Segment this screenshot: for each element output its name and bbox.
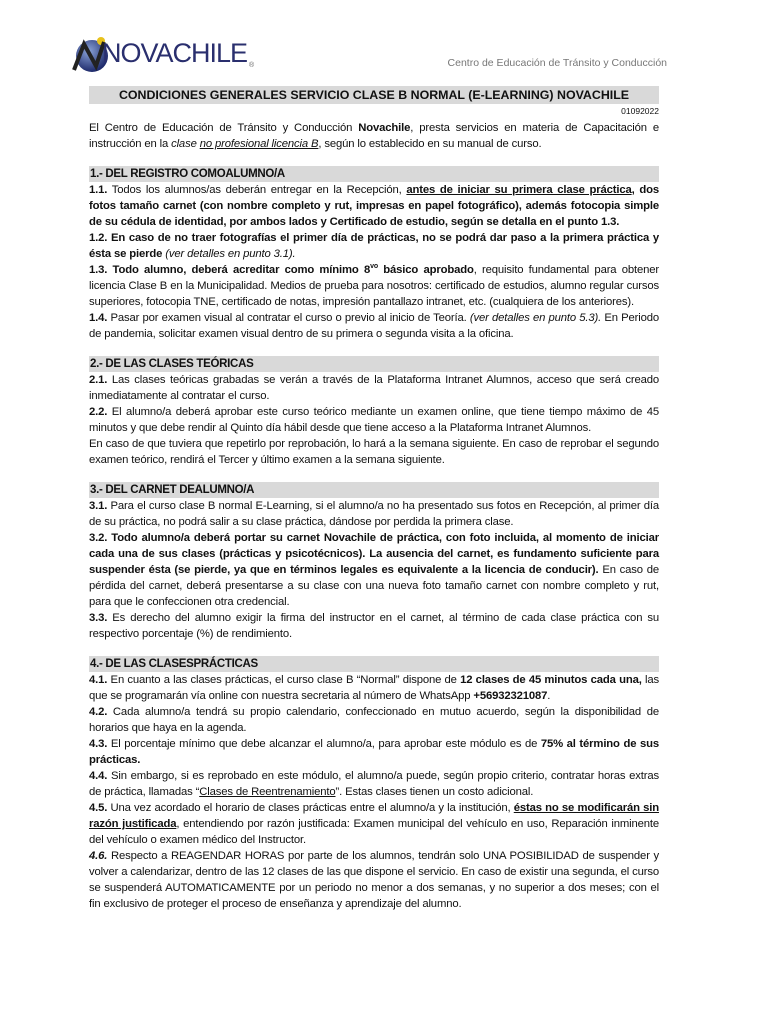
section-heading: 1.- DEL REGISTRO COMOALUMNO/A <box>89 166 659 182</box>
clause-paragraph <box>89 610 659 642</box>
text-run: +56932321087 <box>473 690 548 702</box>
text-run: Es derecho del alumno exigir la firma del instructor en el carnet, al término de cada clase práctica con su respectivo porcentaje (%) de rendimiento. <box>89 612 659 640</box>
section-clases-practicas <box>89 656 659 912</box>
text-run: 4.1. <box>89 674 108 686</box>
text-run: En cuanto a las clases prácticas, el curso clase B “Normal” dispone de <box>107 674 461 686</box>
text-run: las que se programarán vía online con nuestra secretaria al número de WhatsApp <box>89 674 660 702</box>
text-run: 1.1. <box>89 184 108 196</box>
document-title: CONDICIONES GENERALES SERVICIO CLASE B NORMAL (E-LEARNING) NOVACHILE <box>89 86 659 104</box>
text-run: ”. Estas clases tienen un costo adicional. <box>335 786 534 798</box>
text-run: En caso de pérdida del carnet, deberá presentarse a su clase con una nueva foto tamaño carnet con nombre completo y rut, para que le confeccionen otra credencial. <box>89 564 659 608</box>
text-run: éstas no se modificarán sin razón justificada <box>89 802 659 830</box>
text-run: , entendiendo por razón justificada: Examen municipal del vehículo en uso, Reparación inminente del vehículo o examen médico del Instructor. <box>89 818 659 846</box>
section-registro <box>89 166 659 342</box>
clause-paragraph <box>89 182 659 230</box>
logo-wordmark <box>102 38 254 69</box>
clause-paragraph <box>89 498 659 530</box>
clause-paragraph <box>89 800 659 848</box>
text-run: 2.1. <box>89 374 108 386</box>
text-run: Todos los alumnos/as deberán entregar en la Recepción, <box>107 184 407 196</box>
text-run: En Periodo de pandemia, solicitar examen visual dentro de su primera o segunda visita a la oficina. <box>89 312 659 340</box>
clause-paragraph <box>89 436 659 468</box>
clause-paragraph <box>89 704 659 736</box>
text-run: , según lo establecido en su manual de curso. <box>318 138 542 150</box>
clause-paragraph <box>89 262 659 310</box>
intro-block <box>89 120 659 152</box>
clause-paragraph <box>89 530 659 610</box>
text-run: Respecto a REAGENDAR HORAS por parte de los alumnos, tendrán solo UNA POSIBILIDAD de suspender y volver a calendarizar, dentro de las 12 clases de las que dispone el servicio. En caso de existir una segunda, el curso se suspenderá AUTOMATICAMENTE por un periodo no menor a dos semanas, y no superior a dos meses; con el fin exclusivo de proteger el proceso de enseñanza y aprendizaje del alumno. <box>89 850 659 910</box>
text-run: Novachile <box>358 122 411 134</box>
text-run: 3.2. Todo alumno/a deberá portar su carnet Novachile de práctica, con foto incluida, al momento de iniciar cada una de sus clases (prácticas y psicotécnicos). La ausencia del carnet, es fundamento suficiente para suspender ésta (se pierde, ya que en términos legales es equivalente a la licencia de conducir). <box>89 532 659 576</box>
logo-text: NOVACHILE <box>102 38 248 68</box>
section-clases-teoricas <box>89 356 659 468</box>
section-heading: 4.- DE LAS CLASESPRÁCTICAS <box>89 656 659 672</box>
text-run: 1.4. <box>89 312 108 324</box>
document-code: 01092022 <box>621 106 659 116</box>
text-run: Las clases teóricas grabadas se verán a través de la Plataforma Intranet Alumnos, acceso que será creado inmediatamente al contratar el curso. <box>89 374 659 402</box>
clause-paragraph <box>89 404 659 436</box>
text-run: Pasar por examen visual al contratar el curso o previo al inicio de Teoría. <box>107 312 470 324</box>
text-run: , presta servicios en materia de Capacitación e instrucción en la <box>89 122 659 150</box>
text-run: no profesional licencia B <box>199 138 319 150</box>
clause-paragraph <box>89 230 659 262</box>
text-run: . <box>547 690 551 702</box>
header-subtitle: Centro de Educación de Tránsito y Conducción <box>447 57 667 69</box>
text-run: antes de iniciar su primera clase práctica <box>406 184 632 196</box>
text-run: Cada alumno/a tendrá su propio calendario, confeccionado en mutuo acuerdo, según la disponibilidad de horarios que haya en la agenda. <box>89 706 659 734</box>
text-run: básico aprobado <box>377 264 474 276</box>
text-run: Una vez acordado el horario de clases prácticas entre el alumno/a y la institución, <box>107 802 514 814</box>
text-run: clase <box>171 138 200 150</box>
text-run: vo <box>370 263 378 271</box>
text-run: 12 clases de 45 minutos cada una, <box>460 674 642 686</box>
text-run: El alumno/a deberá aprobar este curso teórico mediante un examen online, que tiene tiempo máximo de 45 minutos y que debe rendir al Quinto día hábil desde que tiene acceso a la Plataforma Intranet Alumnos. <box>89 406 659 434</box>
text-run: , dos fotos tamaño carnet (con nombre completo y rut, impresas en papel fotográfico), además fotocopia simple de su cédula de identidad, por ambos lados y Certificado de estudio, según se detalla en el punto 1.3. <box>89 184 659 228</box>
text-run: 4.4. <box>89 770 108 782</box>
section-carnet <box>89 482 659 642</box>
text-run: 1.3. Todo alumno, deberá acreditar como mínimo 8 <box>89 264 371 276</box>
text-run: Clases de Reentrenamiento <box>199 786 336 798</box>
text-run: 4.2. <box>89 706 108 718</box>
clause-paragraph <box>89 736 659 768</box>
text-run: 4.3. <box>89 738 108 750</box>
text-run: 4.5. <box>89 802 108 814</box>
clause-paragraph <box>89 848 659 912</box>
text-run: 1.2. En caso de no traer fotografías el primer día de prácticas, no se podrá dar paso a la primera práctica y ésta se pierde <box>89 232 659 260</box>
text-run: (ver detalles en punto 5.3). <box>469 312 602 324</box>
section-heading: 3.- DEL CARNET DEALUMNO/A <box>89 482 659 498</box>
text-run: El Centro de Educación de Tránsito y Conducción <box>89 122 359 134</box>
text-run: 2.2. <box>89 406 108 418</box>
text-run: 3.3. <box>89 612 108 624</box>
section-heading: 2.- DE LAS CLASES TEÓRICAS <box>89 356 659 372</box>
text-run: En caso de que tuviera que repetirlo por reprobación, lo hará a la semana siguiente. En caso de reprobar el segundo examen teórico, rendirá el Tercer y último examen a la semana siguiente. <box>89 438 659 466</box>
text-run: El porcentaje mínimo que debe alcanzar el alumno/a, para aprobar este módulo es de <box>107 738 541 750</box>
clause-paragraph <box>89 768 659 800</box>
text-run: , requisito fundamental para obtener licencia Clase B en la Municipalidad. Medios de prueba para nosotros: certificado de estudios, alumno regular cursos superiores, fotocopia TNE, certificado de notas, impresión pantallazo intranet, etc. (cualquiera de los anteriores). <box>89 264 659 308</box>
clause-paragraph <box>89 672 659 704</box>
document-body <box>89 120 659 926</box>
novachile-logo <box>70 34 270 74</box>
logo-registered: ® <box>249 62 255 69</box>
text-run: (ver detalles en punto 3.1). <box>165 248 296 260</box>
text-run: Sin embargo, si es reprobado en este módulo, el alumno/a puede, según propio criterio, contratar horas extras de práctica, llamadas “ <box>89 770 659 798</box>
text-run: Para el curso clase B normal E-Learning, si el alumno/a no ha presentado sus fotos en Recepción, al primer día de su práctica, no podrá salir a su clase práctica, dándose por perdida la primera clase. <box>89 500 659 528</box>
text-run: 3.1. <box>89 500 108 512</box>
text-run: 4.6. <box>89 850 108 862</box>
text-run: 75% al término de sus prácticas. <box>89 738 659 766</box>
intro-paragraph <box>89 120 659 152</box>
clause-paragraph <box>89 310 659 342</box>
clause-paragraph <box>89 372 659 404</box>
